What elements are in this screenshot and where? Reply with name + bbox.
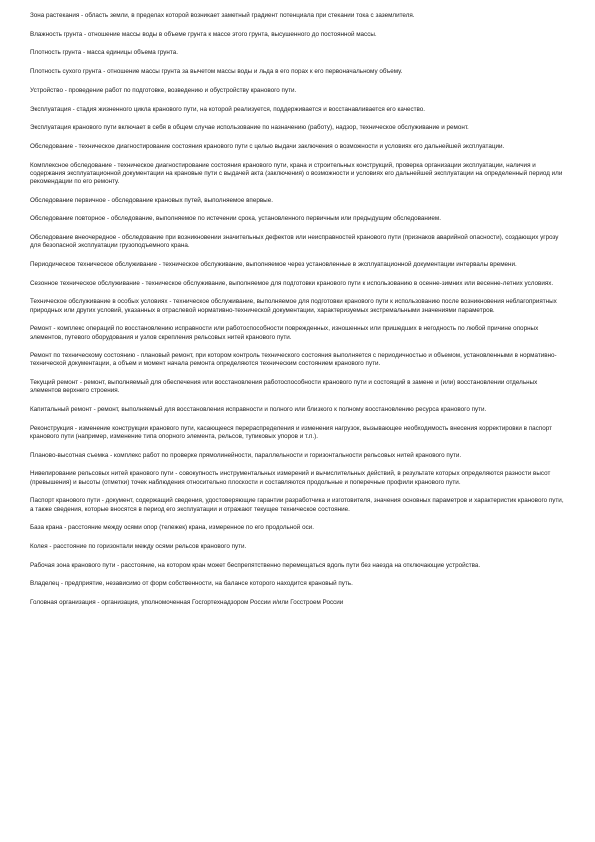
definition-rabochaya-zona: Рабочая зона кранового пути - расстояние, на котором кран может беспрепятственно перемещаться вдоль пути без наезда на отключающие устройства. [30,561,481,569]
definition-rekonstruktsiya: Реконструкция - изменение конструкции кранового пути, касающееся перераспределения и изменения нагрузок, вызывающее необходимость внесения корректировки в паспорт кранового пути (например, изменение типа опорного элемента, рельсов, тупиковых упоров и т.п.). [30,424,552,440]
definition-golovnaya-organizatsiya: Головная организация - организация, уполномоченная Госгортехнадзором России и/или Госстроем России [30,599,344,607]
definition-vlazhnost-grunta: Влажность грунта - отношение массы воды в объеме грунта к массе этого грунта, высушенного до постоянной массы. [30,30,377,38]
definition-ekspluatatsiya: Эксплуатация - стадия жизненного цикла кранового пути, на которой реализуется, поддерживается и восстанавливается его качество. [30,105,426,113]
definition-vladelets: Владелец - предприятие, независимо от форм собственности, на балансе которого находится крановый путь. [30,580,353,588]
definition-plotnost-grunta: Плотность грунта - масса единицы объема грунта. [30,49,178,57]
definition-obsledovanie-povtornoe: Обследование повторное - обследование, выполняемое по истечении срока, установленного первичным или предыдущим обследованием. [30,215,442,223]
definition-obsledovanie-pervichnoe: Обследование первичное - обследование крановых путей, выполняемое впервые. [30,196,273,204]
definition-nivelirovanie: Нивелирование рельсовых нитей кранового пути - совокупность инструментальных измерений и вычислительных действий, в результате которых определяются разности высот (превышения) и высоты (отметки) точек наблюдения относительно плоскости и составляются продольные и поперечные профили кранового пути. [30,470,551,486]
note-ekspluatatsiya: Эксплуатация кранового пути включает в себя в общем случае использование по назначению (работу), надзор, техническое обслуживание и ремонт. [30,124,469,132]
definition-baza-krana: База крана - расстояние между осями опор (тележек) крана, измеренное по его продольной оси. [30,524,314,532]
definition-kompleksnoe-obsledovanie: Комплексное обследование - техническое диагностирование состояния кранового пути, крана и строительных конструкций, проверка организации эксплуатации, наличия и содержания эксплуатационной документации на крановые пути с выдачей акта (заключения) о возможности и условиях его дальнейшей эксплуатации на определенный период или рекомендации по его ремонту. [30,161,563,186]
definition-tekushchiy-remont: Текущий ремонт - ремонт, выполняемый для обеспечения или восстановления работоспособности кранового пути и состоящий в замене и (или) восстановлении отдельных элементов верхнего строения. [30,379,538,395]
definition-obsledovanie-vneocherednoe: Обследование внеочередное - обследование при возникновении значительных дефектов или неисправностей кранового пути (признаков аварийной опасности), создающих угрозу для безопасной эксплуатации грузоподъемного крана. [30,234,559,250]
definition-ustroystvo: Устройство - проведение работ по подготовке, возведению и обустройству кранового пути. [30,86,297,94]
definition-remont-po-sostoyaniyu: Ремонт по техническому состоянию - плановый ремонт, при котором контроль технического состояния выполняется с периодичностью и объемом, установленными в нормативно-технической документации, а объем и момент начала ремонта определяются техническим состоянием кранового пути. [30,352,557,368]
definition-to-v-osobykh-usloviyakh: Техническое обслуживание в особых условиях - техническое обслуживание, выполняемое для подготовки кранового пути к использованию после возникновения неблагоприятных природных или других условий, указанных в отраслевой нормативно-технической документации, характеризуемых экстремальными значениями параметров. [30,298,557,314]
definition-koleya: Колея - расстояние по горизонтали между осями рельсов кранового пути. [30,542,247,550]
definition-periodicheskoe-to: Периодическое техническое обслуживание - техническое обслуживание, выполняемое через установленные в эксплуатационной документации интервалы времени. [30,261,517,269]
definition-planovo-vysotnaya-semka: Планово-высотная съемка - комплекс работ по проверке прямолинейности, параллельности и горизонтальности рельсовых нитей кранового пути. [30,451,462,459]
definition-kapitalnyy-remont: Капитальный ремонт - ремонт, выполняемый для восстановления исправности и полного или близкого к полному восстановлению ресурса кранового пути. [30,406,487,414]
definition-obsledovanie: Обследование - техническое диагностирование состояния кранового пути с целью выдачи заключения о возможности и условиях его дальнейшей эксплуатации. [30,142,505,150]
definition-sezonnoe-to: Сезонное техническое обслуживание - техническое обслуживание, выполняемое для подготовки кранового пути к использованию в осенне-зимних или весенне-летних условиях. [30,279,554,287]
definition-zona-rastekaniya: Зона растекания - область земли, в пределах которой возникает заметный градиент потенциала при стекании тока с заземлителя. [30,12,415,19]
definition-pasport-kranovogo-puti: Паспорт кранового пути - документ, содержащий сведения, удостоверяющие гарантии разработчика и изготовителя, значения основных параметров и характеристик кранового пути, а также сведения, которые вносятся в период его эксплуатации и отражают текущее техническое состояние. [30,497,564,513]
definition-remont: Ремонт - комплекс операций по восстановлению исправности или работоспособности поврежденных, изношенных или пришедших в негодность по любой причине опорных элементов, путевого оборудования и узлов скрепления рельсовых нитей кранового пути. [30,325,539,341]
definition-plotnost-sukhogo-grunta: Плотность сухого грунта - отношение массы грунта за вычетом массы воды и льда в его порах к его первоначальному объему. [30,68,403,76]
